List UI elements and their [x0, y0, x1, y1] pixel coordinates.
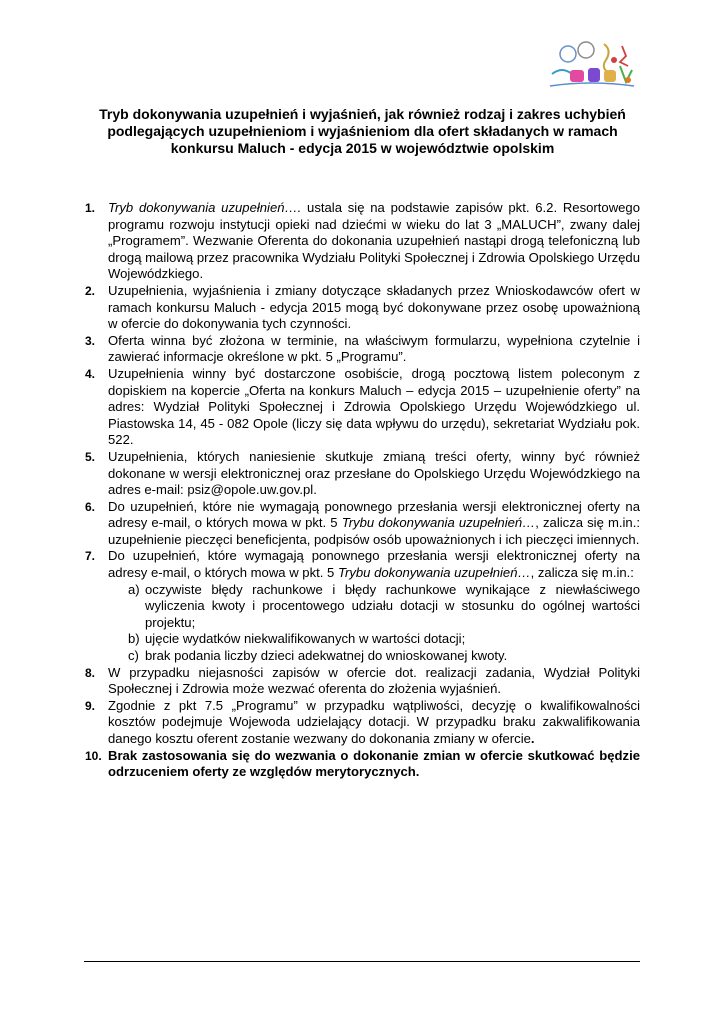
- title-line-2: podlegających uzupełnieniom i wyjaśnieniom dla ofert składanych w ramach: [107, 123, 618, 140]
- item-number: 6.: [85, 499, 96, 514]
- item-number: 2.: [85, 283, 96, 298]
- item-number: 1.: [85, 201, 96, 215]
- sub-item-text: brak podania liczby dzieci adekwatnej do wnioskowanej kwoty.: [145, 648, 508, 664]
- item-text: Uzupełnienia, których naniesienie skutkuje zmianą treści oferty, winny być również dokonane w wersji elektronicznej oraz przesłane do Opolskiego Urzędu Wojewódzkiego na adres e-mail: psiz@opole.uw.gov.pl.: [108, 448, 640, 498]
- list-item-5: [85, 449, 640, 499]
- list-item-6: [85, 499, 640, 549]
- item-italic: Trybu dokonywania uzupełnień…: [341, 515, 536, 531]
- item-text: ustala się na podstawie zapisów pkt. 6.2. Resortowego programu rozwoju instytucji opieki nad dziećmi w wieku do lat 3 „MALUCH”, zwany dalej „Programem”. Wezwanie Oferenta do dokonania uzupełnień nastąpi drogą telefoniczną lub drogą mailową przez pracownika Wydziału Polityki Społecznej i Zdrowia Opolskiego Urzędu Wojewódzkiego.: [108, 200, 640, 282]
- list-item-8: [85, 665, 640, 698]
- sub-item-text: oczywiste błędy rachunkowe i błędy rachunkowe wynikające z niewłaściwego wyliczenia kwoty i procentowego udziału dotacji w stosunku do ogólnej wartości projektu;: [145, 581, 640, 630]
- list-item-7: [85, 548, 640, 664]
- item-text: Oferta winna być złożona w terminie, na właściwym formularzu, wypełniona czytelnie i zawierać informacje określone w pkt. 5 „Programu”.: [108, 332, 640, 365]
- sub-item-label: b): [128, 631, 140, 647]
- item-number: 10.: [85, 748, 102, 763]
- children-drawing-logo: [548, 40, 638, 98]
- item-text-a: Do uzupełnień, które nie wymagają ponownego przesłania wersji elektronicznej oferty na adresy e-mail, o których mowa w pkt. 5: [108, 498, 640, 531]
- sub-item-text: ujęcie wydatków niekwalifikowanych w wartości dotacji;: [145, 631, 466, 647]
- item-text-end: .: [530, 731, 535, 746]
- sub-item-c: [108, 648, 640, 665]
- item-number: 7.: [85, 549, 96, 564]
- list-item-2: [85, 283, 640, 333]
- item-number: 5.: [85, 449, 96, 464]
- item-text-b: , zalicza się m.in.:: [530, 565, 634, 581]
- list-item-9: [85, 698, 640, 748]
- item-text-b: , zalicza się m.in.: uzupełnienie pieczęci beneficjenta, podpisów osób upoważnionych i ich pieczęci imiennych.: [108, 515, 640, 547]
- title-line-1: Tryb dokonywania uzupełnień i wyjaśnień, jak również rodzaj i zakres uchybień: [99, 106, 626, 122]
- title-line-3: konkursu Maluch - edycja 2015 w województwie opolskim: [170, 140, 555, 157]
- item-text: Zgodnie z pkt 7.5 „Programu” w przypadku wątpliwości, decyzję o kwalifikowalności kosztów podejmuje Wojewoda udzielający dotacji. W przypadku braku zakwalifikowania danego kosztu oferent zostanie wezwany do dokonania zmiany w ofercie: [108, 697, 640, 746]
- sub-item-b: [108, 631, 640, 648]
- sub-item-label: a): [128, 581, 140, 597]
- numbered-list: [85, 200, 640, 781]
- sub-item-label: c): [128, 648, 139, 664]
- item-number: 9.: [85, 698, 96, 713]
- item-text: W przypadku niejasności zapisów w ofercie dot. realizacji zadania, Wydział Polityki Społecznej i Zdrowia może wezwać oferenta do złożenia wyjaśnień.: [108, 664, 640, 697]
- item-italic: Tryb dokonywania uzupełnień….: [108, 200, 302, 215]
- item-number: 8.: [85, 665, 96, 680]
- list-item-3: [85, 333, 640, 366]
- item-number: 3.: [85, 333, 96, 348]
- document-title: [80, 106, 645, 158]
- list-item-10: [85, 748, 640, 781]
- item-text-a: Do uzupełnień, które wymagają ponownego przesłania wersji elektronicznej oferty na adresy e-mail, o których mowa w pkt. 5: [108, 548, 640, 581]
- footer-divider: [84, 961, 640, 962]
- sub-item-a: [108, 582, 640, 632]
- list-item-1: [85, 200, 640, 283]
- item-number: 4.: [85, 366, 96, 381]
- item-text: Uzupełnienia, wyjaśnienia i zmiany dotyczące składanych przez Wnioskodawców ofert w ramach konkursu Maluch - edycja 2015 mogą być dokonywane przez osobę upoważnioną w ofercie do dokonywania tych czynności.: [108, 282, 640, 332]
- item-italic: Trybu dokonywania uzupełnień…: [337, 565, 531, 581]
- item-text: Brak zastosowania się do wezwania o dokonanie zmian w ofercie skutkować będzie odrzuceniem oferty ze względów merytorycznych.: [108, 747, 640, 780]
- item-text: Uzupełnienia winny być dostarczone osobiście, drogą pocztową listem poleconym z dopiskiem na kopercie „Oferta na konkurs Maluch – edycja 2015 – uzupełnienie oferty” na adres: Wydział Polityki Społecznej i Zdrowia Opolskiego Urzędu Wojewódzkiego ul. Piastowska 14, 45 - 082 Opole (liczy się data wpływu do urzędu), sekretariat Wydziału pok. 522.: [108, 365, 640, 448]
- list-item-4: [85, 366, 640, 449]
